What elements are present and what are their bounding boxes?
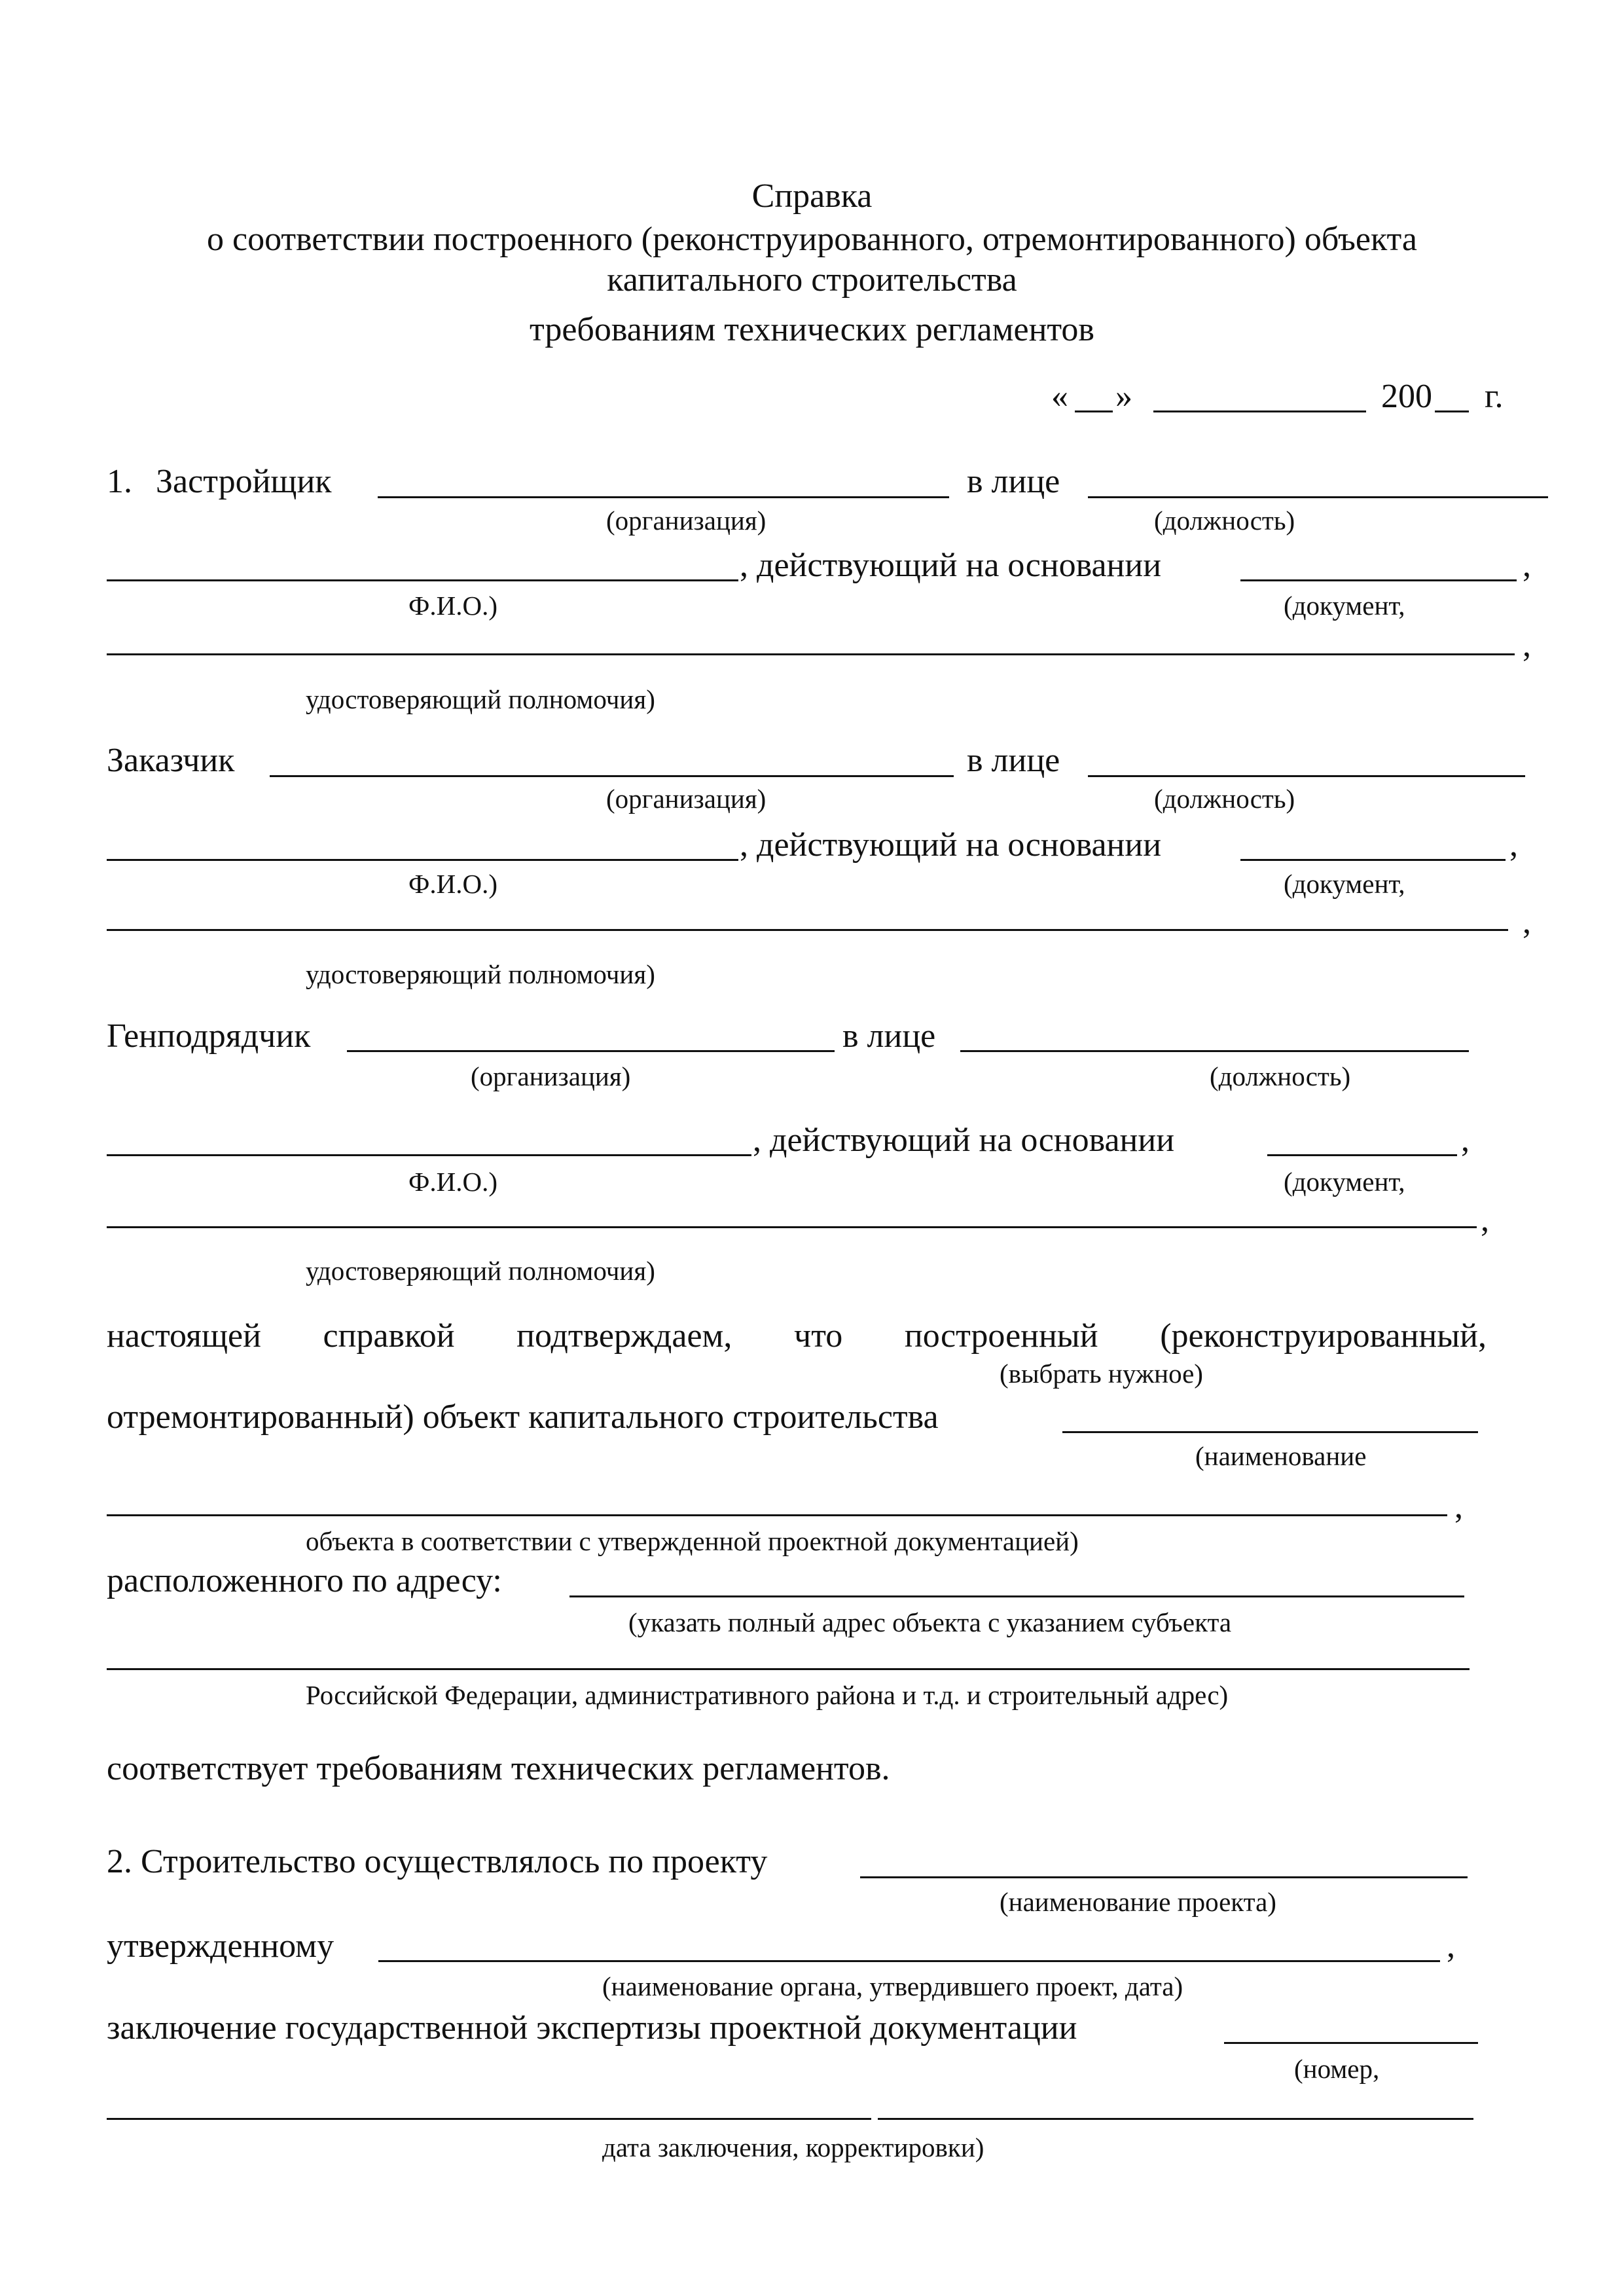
customer-position-hint: (должность) <box>1154 784 1295 814</box>
customer-doc-cont-blank[interactable] <box>107 929 1508 931</box>
month-blank[interactable] <box>1153 410 1366 412</box>
section1-number: 1. <box>107 463 132 500</box>
developer-doc-cont-blank[interactable] <box>107 653 1515 655</box>
address-hint2: Российской Федерации, административного района и т.д. и строительный адрес) <box>306 1680 1229 1710</box>
contractor-acting: , действующий на основании <box>753 1121 1175 1159</box>
developer-in-person: в лице <box>967 463 1060 500</box>
expertise-date-hint: дата заключения, корректировки) <box>602 2132 984 2162</box>
customer-fio-hint: Ф.И.О.) <box>408 869 498 899</box>
contractor-position-hint: (должность) <box>1210 1061 1351 1091</box>
contractor-doc-comma: , <box>1481 1201 1489 1239</box>
day-blank[interactable] <box>1075 410 1113 412</box>
expertise-number-hint: (номер, <box>1294 2054 1380 2084</box>
customer-position-blank[interactable] <box>1088 775 1525 777</box>
developer-label: Застройщик <box>156 463 332 500</box>
expertise-correction-blank[interactable] <box>878 2118 1473 2120</box>
expertise-date-blank[interactable] <box>107 2118 871 2120</box>
customer-authority-hint: удостоверяющий полномочия) <box>306 959 655 989</box>
customer-in-person: в лице <box>967 742 1060 779</box>
contractor-doc-hint: (документ, <box>1284 1167 1405 1197</box>
object-name-cont-blank[interactable] <box>107 1514 1447 1516</box>
address-label: расположенного по адресу: <box>107 1562 502 1599</box>
complies-text: соответствует требованиям технических регламентов. <box>107 1750 890 1787</box>
date-suffix: г. <box>1485 378 1504 415</box>
approved-label: утвержденному <box>107 1927 334 1965</box>
customer-org-hint: (организация) <box>606 784 767 814</box>
customer-fio-blank[interactable] <box>107 859 738 861</box>
project-name-hint: (наименование проекта) <box>1000 1887 1276 1917</box>
developer-document-blank[interactable] <box>1240 579 1517 581</box>
date-year: 200 <box>1381 378 1432 415</box>
developer-org-hint: (организация) <box>606 505 767 536</box>
expertise-label: заключение государственной экспертизы проектной документации <box>107 2009 1077 2047</box>
developer-acting: , действующий на основании <box>740 547 1162 584</box>
customer-acting: , действующий на основании <box>740 826 1162 864</box>
object-name-hint: (наименование <box>1195 1441 1367 1471</box>
address-blank[interactable] <box>569 1595 1464 1597</box>
year-blank[interactable] <box>1435 410 1469 412</box>
contractor-org-hint: (организация) <box>471 1061 631 1091</box>
developer-position-blank[interactable] <box>1088 496 1548 498</box>
confirm-text: настоящей справкой подтверждаем, что построенный (реконструированный, <box>107 1317 1487 1355</box>
contractor-comma: , <box>1461 1121 1470 1159</box>
title-heading: Справка <box>751 177 873 215</box>
contractor-document-blank[interactable] <box>1267 1154 1457 1156</box>
approved-hint: (наименование органа, утвердившего проект, дата) <box>602 1971 1183 2001</box>
customer-document-blank[interactable] <box>1240 859 1506 861</box>
developer-authority-hint: удостоверяющий полномочия) <box>306 684 655 714</box>
customer-doc-comma: , <box>1523 903 1531 941</box>
project-label: 2. Строительство осуществлялось по проекту <box>107 1843 768 1880</box>
developer-fio-blank[interactable] <box>107 579 738 581</box>
project-name-blank[interactable] <box>860 1876 1468 1878</box>
title-object: капитального строительства <box>607 261 1017 299</box>
contractor-fio-blank[interactable] <box>107 1154 751 1156</box>
contractor-in-person: в лице <box>842 1017 936 1055</box>
customer-comma: , <box>1509 826 1518 864</box>
contractor-position-blank[interactable] <box>960 1050 1469 1052</box>
developer-position-hint: (должность) <box>1154 505 1295 536</box>
address-cont-blank[interactable] <box>107 1668 1470 1670</box>
contractor-authority-hint: удостоверяющий полномочия) <box>306 1256 655 1286</box>
object-text: отремонтированный) объект капитального строительства <box>107 1398 939 1436</box>
contractor-fio-hint: Ф.И.О.) <box>408 1167 498 1197</box>
date-open-quote: « <box>1051 378 1068 415</box>
customer-label: Заказчик <box>107 742 235 779</box>
developer-fio-hint: Ф.И.О.) <box>408 591 498 621</box>
choose-hint: (выбрать нужное) <box>1000 1358 1203 1389</box>
contractor-doc-cont-blank[interactable] <box>107 1226 1477 1228</box>
developer-org-blank[interactable] <box>378 496 949 498</box>
customer-doc-hint: (документ, <box>1284 869 1405 899</box>
approved-comma: , <box>1447 1927 1455 1965</box>
contractor-label: Генподрядчик <box>107 1017 311 1055</box>
address-hint1: (указать полный адрес объекта с указанием субъекта <box>628 1607 1232 1637</box>
title-requirements: требованиям технических регламентов <box>529 311 1094 348</box>
contractor-org-blank[interactable] <box>347 1050 835 1052</box>
approved-blank[interactable] <box>378 1960 1440 1962</box>
customer-org-blank[interactable] <box>270 775 954 777</box>
title-subject: о соответствии построенного (реконструированного, отремонтированного) объекта <box>207 221 1417 258</box>
object-name-comma: , <box>1454 1488 1463 1525</box>
developer-doc-hint: (документ, <box>1284 591 1405 621</box>
object-name-hint2: объекта в соответствии с утвержденной проектной документацией) <box>306 1526 1079 1556</box>
object-name-blank[interactable] <box>1062 1431 1478 1433</box>
expertise-number-blank[interactable] <box>1224 2042 1478 2044</box>
developer-comma: , <box>1523 547 1531 584</box>
developer-doc-comma: , <box>1523 627 1531 664</box>
date-close-quote: » <box>1115 378 1132 415</box>
